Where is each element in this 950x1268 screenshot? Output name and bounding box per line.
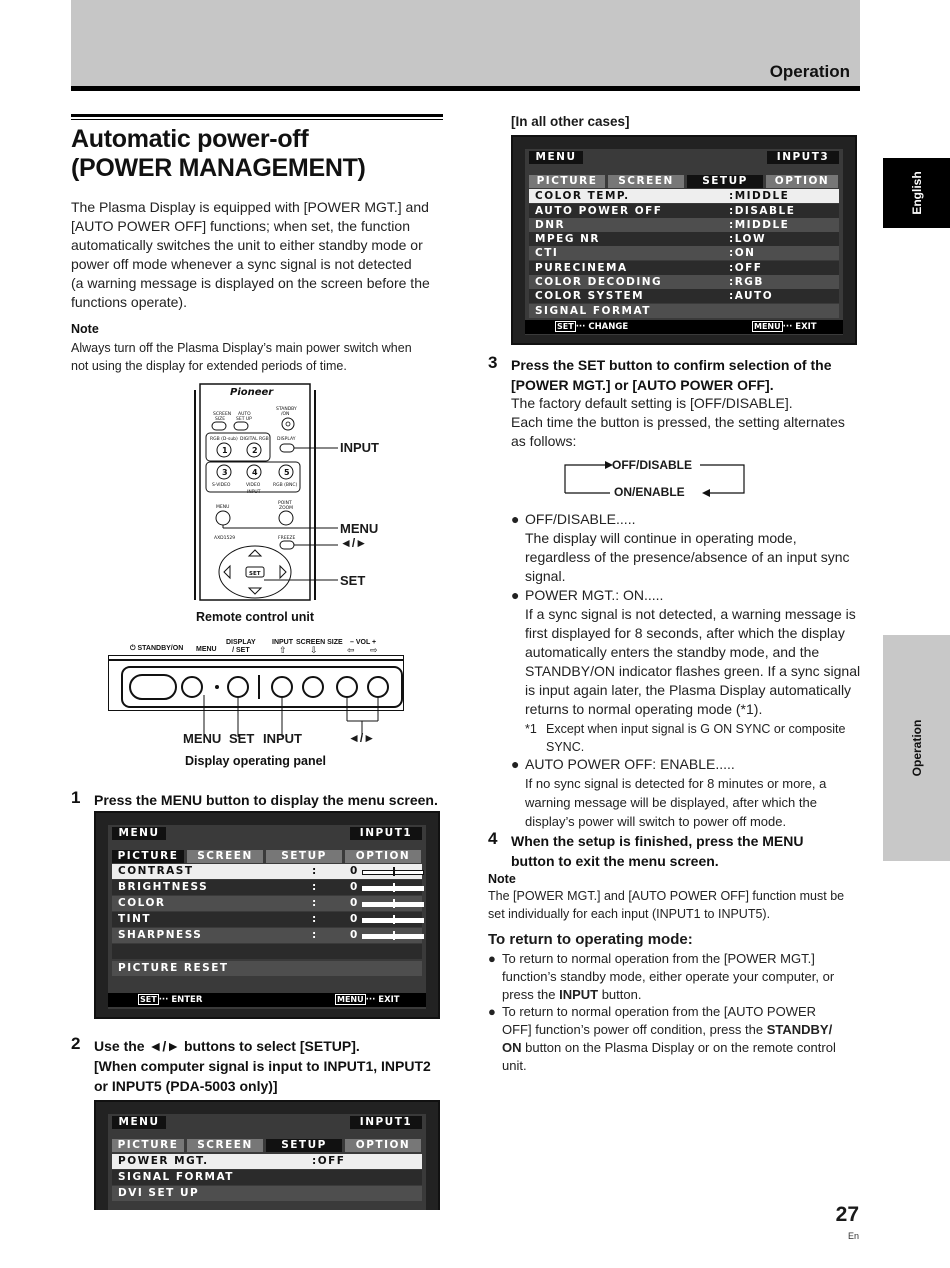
menu-row-value: :OFF xyxy=(312,1155,346,1167)
bullet-off-disable: ● OFF/DISABLE..... The display will continue in operating mode, regardless of the presence/absence of an input sync signal. xyxy=(511,510,871,586)
menu-row-dnr[interactable] xyxy=(529,218,839,232)
menu-input-label: INPUT1 xyxy=(350,827,422,840)
section-rule-thin xyxy=(71,119,443,120)
step3-line: [POWER MGT.] or [AUTO POWER OFF]. xyxy=(511,377,774,393)
step2-line: Use the ◄/► buttons to select [SETUP]. xyxy=(94,1038,360,1054)
set-key-icon: SET xyxy=(557,322,574,331)
menu-row-label: TINT xyxy=(118,913,152,925)
panel-label-menu: MENU xyxy=(196,646,217,653)
step4-text xyxy=(511,831,803,871)
footer-left-text: ··· CHANGE xyxy=(575,322,629,332)
menu-row-label: CONTRAST xyxy=(118,865,194,877)
input2-label: 2 xyxy=(252,446,258,455)
menu-screen-setup-computer xyxy=(94,1100,440,1210)
bullet-line: signal. xyxy=(525,568,566,584)
menu-row-value: 0 xyxy=(350,897,359,909)
note-line: Always turn off the Plasma Display’s main power switch when xyxy=(71,341,412,355)
menu-row-auto-power-off[interactable] xyxy=(529,204,839,218)
menu-row-label: COLOR SYSTEM xyxy=(535,290,645,302)
step1-text: Press the MENU button to display the menu screen. xyxy=(94,792,438,808)
footnote-mark: *1 xyxy=(525,722,537,736)
bullet-line: returns to normal operating mode (*1). xyxy=(525,701,763,717)
bullet-line: display’s power will switch to power off mode. xyxy=(525,814,787,829)
menu-row-cti[interactable] xyxy=(529,246,839,260)
step2-number: 2 xyxy=(71,1034,81,1053)
note-title: Note xyxy=(71,322,99,336)
bullet-line: If a sync signal is not detected, a warning message is xyxy=(525,606,856,622)
freeze-label: FREEZE xyxy=(278,536,296,541)
panel-caption: Display operating panel xyxy=(185,754,327,768)
panel-label-standby-text: STANDBY/ON xyxy=(137,645,184,652)
intro-line: automatically switches the unit to either standby mode or xyxy=(71,237,423,253)
panel-standby-button xyxy=(130,675,176,699)
panel-arrow-up-icon: ⇧ xyxy=(279,645,287,655)
return-bullet-2: ● To return to normal operation from the [AUTO POWER OFF] function’s power off condition, press the STANDBY/ ON button on the Plasma Display or on the remote control unit. xyxy=(488,1003,868,1075)
menu-title: MENU xyxy=(112,1116,166,1129)
menu-row-brightness[interactable] xyxy=(112,880,422,895)
note-body xyxy=(71,339,451,375)
cycle-on-enable: ON/ENABLE xyxy=(614,485,685,499)
menu-row-label: BRIGHTNESS xyxy=(118,881,209,893)
intro-paragraph xyxy=(71,198,451,312)
footer-left xyxy=(555,320,628,334)
menu-row-label: MPEG NR xyxy=(535,233,600,245)
slider-knob[interactable] xyxy=(393,915,395,924)
header-section-title: Operation xyxy=(769,62,850,81)
menu-row-colon: : xyxy=(312,913,318,925)
right-note-body xyxy=(488,887,868,923)
menu-row-label: PICTURE RESET xyxy=(118,962,229,974)
menu-input-label: INPUT3 xyxy=(767,151,839,164)
footnote-line: Except when input signal is G ON SYNC or composite xyxy=(546,722,846,736)
tab-screen[interactable]: SCREEN xyxy=(608,175,684,188)
menu-row-picture-reset[interactable] xyxy=(112,961,422,976)
menu-footer xyxy=(108,993,426,1007)
intro-line: power off mode whenever a sync signal is not detected xyxy=(71,256,412,272)
bullet-line: STANDBY/ON indicator flashes green. If a sync signal xyxy=(525,663,861,679)
tab-setup[interactable]: SETUP xyxy=(687,175,763,188)
other-cases-heading: [In all other cases] xyxy=(511,114,630,129)
footnote-line: SYNC. xyxy=(546,740,585,754)
footer-right xyxy=(752,320,817,334)
menu-row-colon: : xyxy=(312,897,318,909)
right-note-title: Note xyxy=(488,872,516,886)
menu-row-value: :MIDDLE xyxy=(729,219,790,231)
panel-label-standby: ⏻ STANDBY/ON xyxy=(130,645,184,652)
display-button xyxy=(280,444,294,452)
bullet-line: first displayed for 8 seconds, after which the display xyxy=(525,625,845,641)
menu-row-label: SIGNAL FORMAT xyxy=(535,305,651,317)
bullet-power-mgt-on: ● POWER MGT.: ON..... If a sync signal is not detected, a warning message is first displayed for 8 seconds, after which the display automatically enters the standby mode, and the STANDBY/ON indicator flashes green. If a sync signal is input again later, the Plasma Display automatically returns to normal operating mode (*1). xyxy=(511,586,871,719)
remote-brand: Pioneer xyxy=(230,387,274,398)
menu-screen-inner xyxy=(525,149,843,335)
panel-arrow-right-icon: ⇨ xyxy=(370,645,378,655)
panel-callout-input: INPUT xyxy=(263,731,302,746)
remote-model-label: AXD1529 xyxy=(214,536,236,541)
panel-arrow-down-icon: ⇩ xyxy=(310,645,318,655)
bullet-line: warning message will be displayed, after which the xyxy=(525,795,817,810)
menu-tabs xyxy=(112,1139,422,1152)
menu-row-colon: : xyxy=(312,929,318,941)
return-line: To return to normal operation from the [POWER MGT.] xyxy=(502,951,815,966)
step3-text xyxy=(511,355,831,395)
menu-row-dvi-setup[interactable] xyxy=(112,1186,422,1201)
menu-row-mpeg-nr[interactable] xyxy=(529,232,839,246)
color-slider[interactable] xyxy=(362,902,424,907)
remote-control-illustration xyxy=(190,380,380,605)
menu-screen-picture xyxy=(94,811,440,1019)
menu-row-signal-format[interactable] xyxy=(112,1170,422,1185)
side-tab-operation xyxy=(883,635,950,861)
intro-line: (a warning message is displayed on the screen before the xyxy=(71,275,430,291)
menu-button xyxy=(216,511,230,525)
menu-row-label: COLOR xyxy=(118,897,166,909)
menu-title: MENU xyxy=(529,151,583,164)
return-line xyxy=(502,986,868,1004)
input-button-ref: INPUT xyxy=(559,987,599,1002)
return-line: unit. xyxy=(502,1058,527,1073)
tab-picture[interactable]: PICTURE xyxy=(529,175,605,188)
remote-caption: Remote control unit xyxy=(196,610,315,624)
remote-callout-arrows: ◄/► xyxy=(340,536,368,550)
return-text: button on the Plasma Display or on the remote control xyxy=(521,1040,836,1055)
menu-tabs xyxy=(112,850,422,863)
menu-row-power-mgt[interactable] xyxy=(112,1154,422,1169)
bullet-auto-power-off-enable: ● AUTO POWER OFF: ENABLE..... If no sync signal is detected for 8 minutes or more, a warning message will be displayed, after which the display’s power will switch to power off mode. xyxy=(511,755,871,831)
menu-row-label: CTI xyxy=(535,247,559,259)
menu-row-label: AUTO POWER OFF xyxy=(535,205,663,217)
video-label: VIDEO xyxy=(246,483,261,488)
step1-number: 1 xyxy=(71,788,81,807)
tab-picture[interactable]: PICTURE xyxy=(112,850,184,863)
return-text: press the xyxy=(502,987,560,1002)
menu-row-colon: : xyxy=(312,865,318,877)
tab-setup[interactable]: SETUP xyxy=(266,1139,342,1152)
header-rule xyxy=(71,86,860,91)
note-line: The [POWER MGT.] and [AUTO POWER OFF] function must be xyxy=(488,889,845,903)
slider-knob[interactable] xyxy=(393,899,395,908)
menu-row-tint[interactable] xyxy=(112,912,422,927)
menu-row-label: POWER MGT. xyxy=(118,1155,209,1167)
set-button-label: SET xyxy=(249,571,261,577)
rgb-bnc-label: RGB (BNC) xyxy=(273,483,298,488)
slider-knob[interactable] xyxy=(393,931,395,940)
return-heading: To return to operating mode: xyxy=(488,931,693,948)
menu-key-icon: MENU xyxy=(337,995,364,1004)
menu-row-signal-format[interactable] xyxy=(529,304,839,318)
menu-row-purecinema[interactable] xyxy=(529,261,839,275)
menu-row-contrast[interactable] xyxy=(112,864,422,879)
on-button-ref: ON xyxy=(502,1040,522,1055)
menu-row-label: SHARPNESS xyxy=(118,929,203,941)
cycle-arrow-left-icon xyxy=(702,489,710,497)
standby-button-ref: STANDBY/ xyxy=(766,1022,833,1037)
menu-row-empty xyxy=(112,944,422,959)
remote-callout-menu: MENU xyxy=(340,521,379,536)
return-line xyxy=(502,1039,868,1057)
panel-vol-down-button xyxy=(337,677,357,697)
tint-slider[interactable] xyxy=(362,918,424,923)
side-tab-english xyxy=(883,158,950,228)
standby-button xyxy=(282,418,294,430)
menu-key-icon: MENU xyxy=(754,322,781,331)
zoom-label: ZOOM xyxy=(279,506,294,511)
remote-screen-size-label2: SIZE xyxy=(215,417,226,422)
remote-auto-label: AUTO xyxy=(238,412,251,417)
menu-input-label: INPUT1 xyxy=(350,1116,422,1129)
intro-line: functions operate). xyxy=(71,294,187,310)
step2-text xyxy=(94,1036,431,1096)
section-rule-thick xyxy=(71,114,443,117)
footer-right xyxy=(335,993,400,1007)
digital-rgb-label: DIGITAL RGB xyxy=(240,437,269,442)
side-tab-operation-label: Operation xyxy=(909,719,924,777)
bullet-line: automatically enters the standby mode, and the xyxy=(525,644,820,660)
return-text: button. xyxy=(598,987,642,1002)
menu-row-color[interactable] xyxy=(112,896,422,911)
step4-number: 4 xyxy=(488,829,498,848)
bullet-title: POWER MGT.: ON..... xyxy=(525,587,664,603)
step3-line: Press the SET button to confirm selection of the xyxy=(511,357,832,373)
bullet-line: If no sync signal is detected for 8 minutes or more, a xyxy=(525,776,827,791)
menu-row-label: DVI SET UP xyxy=(118,1187,200,1199)
menu-row-value: 0 xyxy=(350,865,359,877)
step3-body-line: as follows: xyxy=(511,433,577,449)
menu-row-value: 0 xyxy=(350,913,359,925)
remote-on-label: /ON xyxy=(281,412,290,417)
remote-menu-label: MENU xyxy=(216,505,230,510)
panel-label-vol: – VOL + xyxy=(350,639,377,646)
tab-option[interactable]: OPTION xyxy=(345,1139,421,1152)
tab-screen[interactable]: SCREEN xyxy=(187,1139,263,1152)
panel-callout-arrows: ◄/► xyxy=(348,731,376,745)
menu-row-value: :MIDDLE xyxy=(729,190,790,202)
tab-setup[interactable]: SETUP xyxy=(266,850,342,863)
bullet-line: is input again later, the Plasma Display automatically xyxy=(525,682,852,698)
intro-line: [AUTO POWER OFF] functions; when set, the function xyxy=(71,218,410,234)
intro-line: The Plasma Display is equipped with [POWER MGT.] and xyxy=(71,199,429,215)
remote-screen-size-label: SCREEN xyxy=(213,412,232,417)
rgb-dsub-label: RGB (D-sub) xyxy=(210,437,238,442)
tab-picture[interactable]: PICTURE xyxy=(112,1139,184,1152)
tab-screen[interactable]: SCREEN xyxy=(187,850,263,863)
point-label: POINT xyxy=(278,501,292,506)
menu-screen-inner xyxy=(108,1114,426,1210)
return-line: function’s standby mode, either operate your computer, or xyxy=(502,969,835,984)
step3-number: 3 xyxy=(488,353,498,372)
page-number: 27 xyxy=(835,1203,859,1226)
menu-row-value: :ON xyxy=(729,247,756,259)
footnote-1 xyxy=(525,720,865,756)
menu-row-value: :OFF xyxy=(729,262,763,274)
panel-label-screensize: SCREEN SIZE xyxy=(296,639,343,646)
page-title xyxy=(71,125,366,183)
screen-size-button xyxy=(212,422,226,430)
tab-option[interactable]: OPTION xyxy=(766,175,838,188)
point-zoom-button xyxy=(279,511,293,525)
brightness-slider[interactable] xyxy=(362,886,424,891)
menu-row-label: SIGNAL FORMAT xyxy=(118,1171,234,1183)
svideo-label: S-VIDEO xyxy=(212,483,231,488)
set-key-icon: SET xyxy=(140,995,157,1004)
input-group-label: INPUT xyxy=(247,490,261,495)
step3-body-line: The factory default setting is [OFF/DISABLE]. xyxy=(511,395,793,411)
step4-line: button to exit the menu screen. xyxy=(511,853,719,869)
return-bullet-1: ● To return to normal operation from the [POWER MGT.] function’s standby mode, either operate your computer, or press the INPUT button. xyxy=(488,950,868,1004)
panel-label-input: INPUT xyxy=(272,639,293,646)
menu-row-value: 0 xyxy=(350,881,359,893)
menu-row-color-temp[interactable] xyxy=(529,189,839,203)
input5-label: 5 xyxy=(284,468,290,477)
footer-right-text: ··· EXIT xyxy=(782,322,817,332)
menu-row-colon: : xyxy=(312,881,318,893)
menu-row-label: COLOR TEMP. xyxy=(535,190,630,202)
remote-setup-label: SET UP xyxy=(236,417,252,422)
panel-menu-button xyxy=(182,677,202,697)
panel-screensize-button xyxy=(303,677,323,697)
panel-label-display: DISPLAY / SET xyxy=(226,639,256,654)
menu-title: MENU xyxy=(112,827,166,840)
menu-screen-inner xyxy=(108,825,426,1009)
display-label: DISPLAY xyxy=(277,437,296,442)
menu-row-value: :LOW xyxy=(729,233,767,245)
auto-setup-button xyxy=(234,422,248,430)
step3-body-line: Each time the button is pressed, the setting alternates xyxy=(511,414,845,430)
panel-callout-set: SET xyxy=(229,731,255,746)
input3-label: 3 xyxy=(222,468,228,477)
contrast-slider[interactable] xyxy=(362,870,424,875)
menu-row-color-system[interactable] xyxy=(529,289,839,303)
step2-line: or INPUT5 (PDA-5003 only)] xyxy=(94,1078,278,1094)
menu-row-label: PURECINEMA xyxy=(535,262,628,274)
panel-input-up-button xyxy=(272,677,292,697)
menu-row-sharpness[interactable] xyxy=(112,928,422,943)
side-tab-english-label: English xyxy=(909,171,924,215)
page-lang: En xyxy=(847,1231,859,1241)
page-title-line2: (POWER MANAGEMENT) xyxy=(71,154,366,182)
return-text: OFF] function’s power off condition, press the xyxy=(502,1022,767,1037)
slider-knob[interactable] xyxy=(393,883,395,892)
panel-set-button xyxy=(228,677,248,697)
menu-row-color-decoding[interactable] xyxy=(529,275,839,289)
menu-row-value: :DISABLE xyxy=(729,205,796,217)
header-band xyxy=(71,0,860,87)
menu-screen-setup-other xyxy=(511,135,857,345)
note-line: not using the display for extended periods of time. xyxy=(71,359,347,373)
tab-option[interactable]: OPTION xyxy=(345,850,421,863)
footer-right-text: ··· EXIT xyxy=(365,995,400,1005)
menu-tabs xyxy=(529,175,839,188)
remote-standby-label: STANDBY xyxy=(276,407,297,412)
menu-row-label: DNR xyxy=(535,219,566,231)
panel-callout-menu: MENU xyxy=(183,731,222,746)
slider-knob[interactable] xyxy=(393,867,395,876)
menu-row-label: COLOR DECODING xyxy=(535,276,663,288)
panel-vol-up-button xyxy=(368,677,388,697)
return-line xyxy=(502,1021,868,1039)
bullet-line: The display will continue in operating mode, xyxy=(525,530,797,546)
cycle-off-disable: OFF/DISABLE xyxy=(612,458,692,472)
menu-row-value: :AUTO xyxy=(729,290,774,302)
footer-left-text: ··· ENTER xyxy=(158,995,203,1005)
bullet-title: AUTO POWER OFF: ENABLE..... xyxy=(525,756,735,772)
remote-callout-set: SET xyxy=(340,573,366,588)
footer-left xyxy=(138,993,202,1007)
step4-line: When the setup is finished, press the MENU xyxy=(511,833,804,849)
freeze-button xyxy=(280,541,294,549)
menu-footer xyxy=(525,320,843,334)
menu-row-value: :RGB xyxy=(729,276,764,288)
menu-row-value: 0 xyxy=(350,929,359,941)
sharpness-slider[interactable] xyxy=(362,934,424,939)
note-line: set individually for each input (INPUT1 to INPUT5). xyxy=(488,907,771,921)
return-line: To return to normal operation from the [AUTO POWER xyxy=(502,1004,817,1019)
step2-line: [When computer signal is input to INPUT1, INPUT2 xyxy=(94,1058,431,1074)
panel-arrow-left-icon: ⇦ xyxy=(347,645,355,655)
step3-body xyxy=(511,394,871,451)
bullet-line: regardless of the presence/absence of an input sync xyxy=(525,549,850,565)
input1-label: 1 xyxy=(222,446,228,455)
input4-label: 4 xyxy=(252,468,258,477)
page-title-line1: Automatic power-off xyxy=(71,125,309,153)
bullet-title: OFF/DISABLE..... xyxy=(525,511,636,527)
remote-callout-input: INPUT xyxy=(340,440,379,455)
